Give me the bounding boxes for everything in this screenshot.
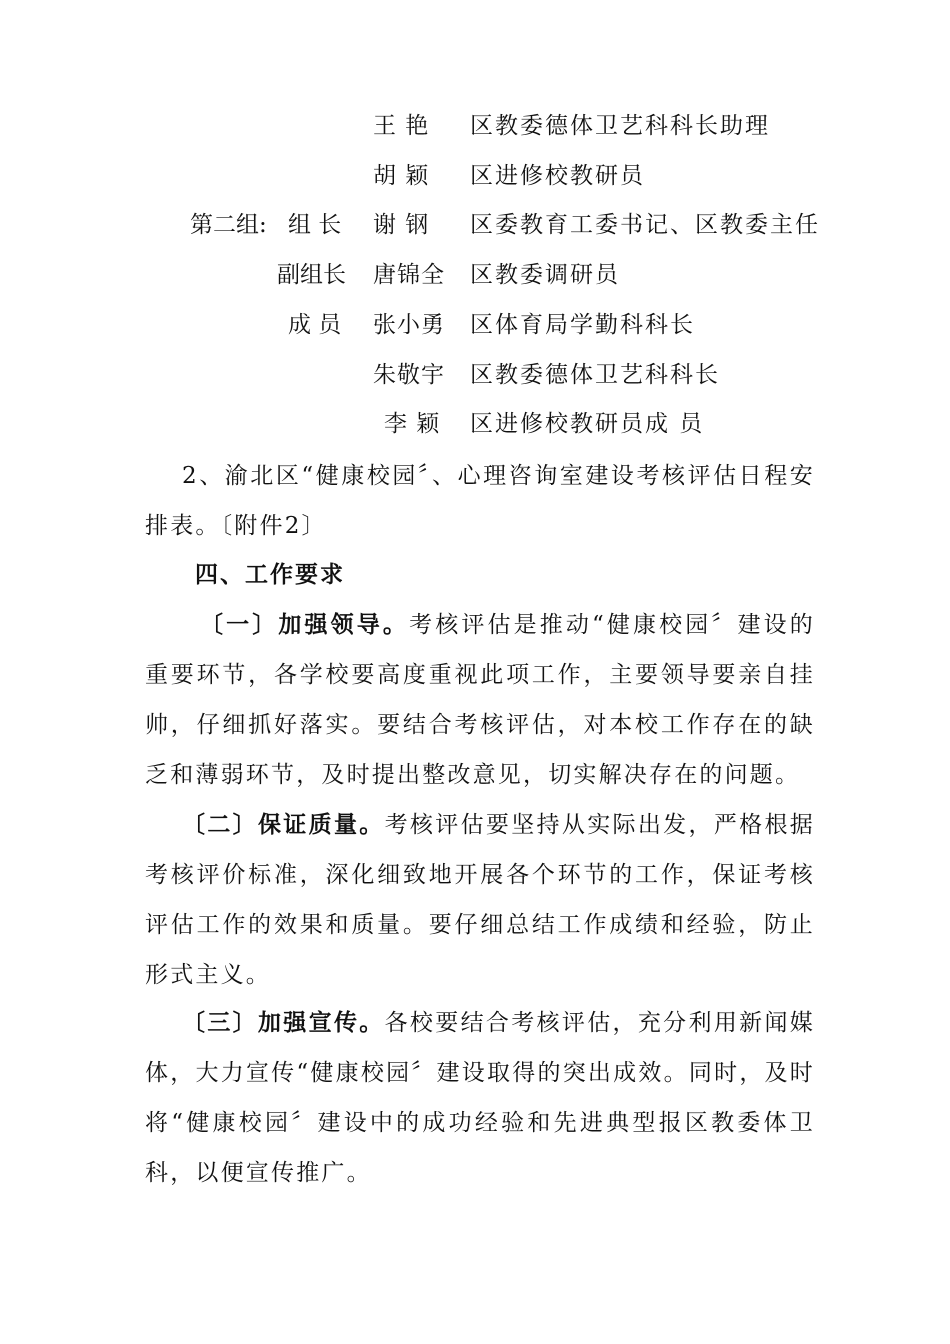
member-title: 区教委德体卫艺科科长	[470, 362, 720, 388]
member-title: 区教委德体卫艺科科长助理	[470, 113, 770, 139]
member-row	[0, 106, 950, 146]
section-heading: 四、工作要求	[195, 561, 345, 588]
member-title: 区进修校教研员	[470, 163, 645, 189]
member-name: 唐锦全	[373, 262, 445, 288]
member-role: 成 员	[288, 312, 342, 338]
requirement-lead: 〔二〕保证质量。	[182, 811, 385, 838]
requirement-body: 考核评估是推动“健康校园〞建设的重要环节，各学校要高度重视此项工作，主要领导要亲自挂帅，仔细抓好落实。要结合考核评估，对本校工作存在的缺乏和薄弱环节，及时提出整改意见，切实解决存在的问题。	[145, 612, 815, 788]
member-name: 王 艳	[373, 113, 430, 139]
group-label: 第二组:	[190, 212, 267, 238]
member-name: 谢 钢	[373, 212, 430, 238]
requirement-paragraph	[145, 998, 815, 1198]
item-2-paragraph: 2、渝北区“健康校园〞、心理咨询室建设考核评估日程安排表。〔附件2〕	[145, 463, 815, 539]
member-title: 区进修校教研员成 员	[470, 411, 705, 437]
member-role: 副组长	[277, 262, 346, 288]
member-row	[0, 305, 950, 345]
member-row	[0, 255, 950, 295]
member-title: 区教委调研员	[470, 262, 620, 288]
member-title: 区委教育工委书记、区教委主任	[470, 212, 820, 238]
requirement-body: 考核评估要坚持从实际出发，严格根据考核评价标准，深化细致地开展各个环节的工作，保证考核评估工作的效果和质量。要仔细总结工作成绩和经验，防止形式主义。	[145, 812, 815, 988]
member-name: 胡 颖	[373, 163, 430, 189]
requirement-body: 各校要结合考核评估，充分利用新闻媒体，大力宣传“健康校园〞建设取得的突出成效。同时，及时将“健康校园〞建设中的成功经验和先进典型报区教委体卫科，以便宣传推广。	[145, 1010, 815, 1186]
member-name: 李 颖	[384, 411, 441, 437]
member-row	[0, 355, 950, 395]
requirement-lead: 〔三〕加强宣传。	[182, 1009, 385, 1036]
member-title: 区体育局学勤科科长	[470, 312, 695, 338]
member-name: 张小勇	[373, 312, 445, 338]
member-row	[0, 205, 950, 245]
member-row	[0, 404, 950, 444]
member-role: 组 长	[288, 212, 342, 238]
requirement-paragraph	[145, 600, 815, 800]
requirement-paragraph	[145, 800, 815, 1000]
member-row	[0, 156, 950, 196]
requirement-lead: 〔一〕加强领导。	[200, 611, 410, 638]
member-name: 朱敬宇	[373, 362, 445, 388]
